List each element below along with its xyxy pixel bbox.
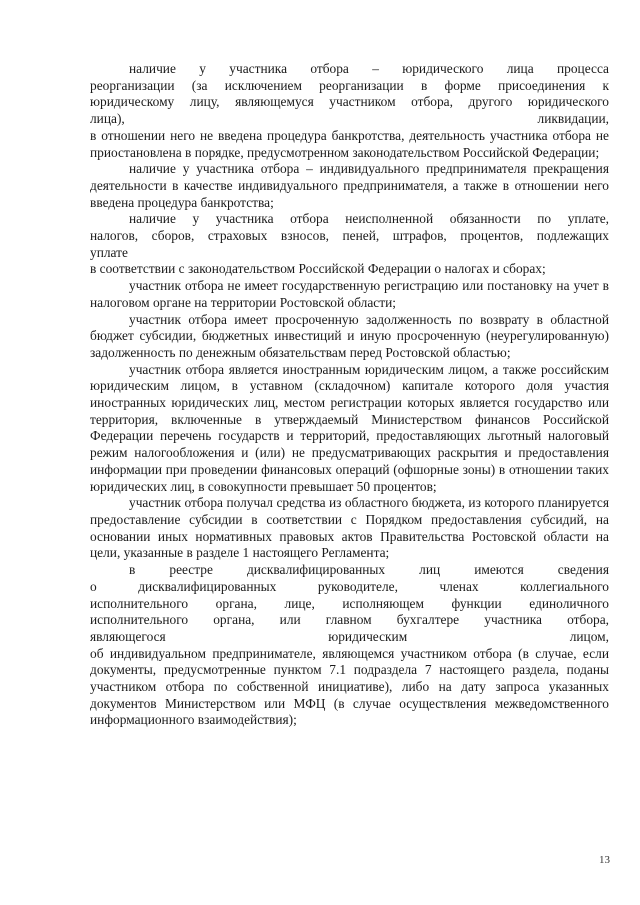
text-line: реорганизации (за исключением реорганизации в форме присоединения к — [90, 77, 609, 93]
paragraph-reorganization — [90, 61, 609, 128]
paragraph-disqualified-registry — [90, 562, 609, 646]
text-line: наличие у участника отбора неисполненной обязанности по уплате, — [129, 211, 609, 227]
page-number: 13 — [599, 854, 610, 866]
text-line: о дисквалифицированных руководителе, членах коллегиального — [90, 578, 609, 594]
paragraph-tax-legislation: в соответствии с законодательством Российской Федерации о налогах и сборах; — [90, 261, 546, 277]
text-line: в реестре дисквалифицированных лиц имеются сведения — [129, 562, 609, 578]
paragraph-individual-entrepreneur: об индивидуальном предпринимателе, являющемся участником отбора (в случае, если документы, предусмотренные пунктом 7.1 подраздела 7 настоящего раздела, поданы участником отбора по собственной инициативе), либо на дату запроса указанных документов Министерством или МФЦ (в случае осуществления межведомственного информационного взаимодействия); — [90, 645, 609, 728]
paragraph-overdue-debt: участник отбора имеет просроченную задолженность по возврату в областной бюджет субсидии, бюджетных инвестиций и иную просроченную (неурегулированную) задолженность по денежным обязательствам перед Ростовской областью; — [90, 311, 609, 360]
paragraph-regional-budget: участник отбора получал средства из областного бюджета, из которого планируется предоставление субсидии в соответствии с Порядком предоставления субсидий, на основании иных нормативных правовых актов Правительства Ростовской области на цели, указанные в разделе 1 настоящего Регламента; — [90, 495, 609, 561]
paragraph-bankruptcy: в отношении него не введена процедура банкротства, деятельность участника отбора не приостановлена в порядке, предусмотренном законодательством Российской Федерации; — [90, 127, 609, 160]
text-line: уплате — [90, 244, 128, 260]
paragraph-foreign-entity: участник отбора является иностранным юридическим лицом, а также российским юридическим лицом, в уставном (складочном) капитале которого доля участия иностранных юридических лиц, местом регистрации которых является государство или территория, включенные в утверждаемый Министерством финансов Российской Федерации перечень государств и территорий, предоставляющих льготный налоговый режим налогообложения и (или) не предусматривающих раскрытия и предоставления информации при проведении финансовых операций (офшорные зоны) в отношении таких юридических лиц, в совокупности превышает 50 процентов; — [90, 361, 609, 494]
text-line: исполнительного органа, лице, исполняющем функции единоличного — [90, 595, 609, 611]
text-line: лица), ликвидации, — [90, 111, 609, 127]
text-line: наличие у участника отбора – юридического лица процесса — [129, 61, 609, 76]
paragraph-registration: участник отбора не имеет государственную регистрацию или постановку на учет в налоговом органе на территории Ростовской области; — [90, 278, 609, 310]
text-line: являющегося юридическим лицом, — [90, 628, 609, 644]
text-line: налогов, сборов, страховых взносов, пеней, штрафов, процентов, подлежащих — [90, 228, 609, 244]
text-line: исполнительного органа, или главном бухгалтере участника отбора, — [90, 612, 609, 628]
paragraph-entrepreneur: наличие у участника отбора – индивидуального предпринимателя прекращения деятельности в качестве индивидуального предпринимателя, а также в отношении него введена процедура банкротства; — [90, 161, 609, 210]
paragraph-tax-obligation — [90, 211, 609, 261]
document-body — [90, 61, 609, 729]
text-line: юридическому лицу, являющемуся участником отбора, другого юридического — [90, 94, 609, 110]
